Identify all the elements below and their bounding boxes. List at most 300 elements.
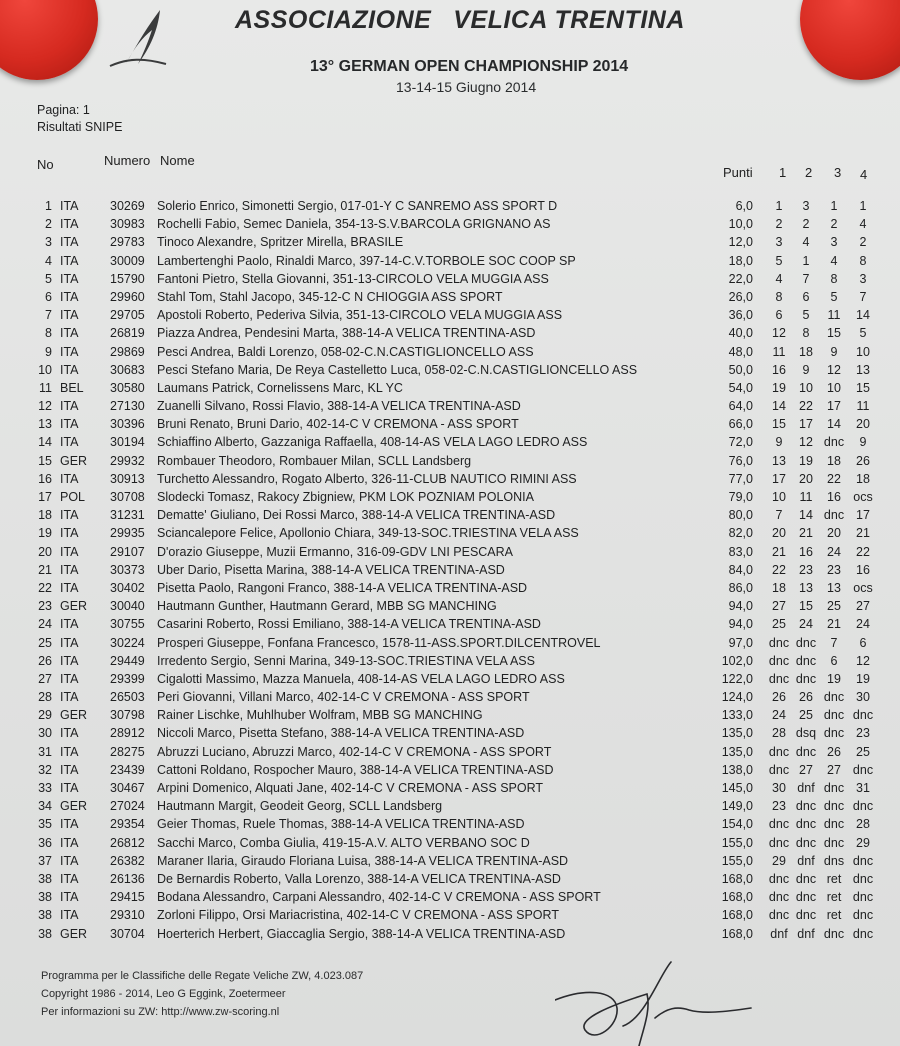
row-race-4-result: dnc [852,908,874,923]
row-race-4-result: 22 [856,544,870,559]
row-sail-number: 30798 [110,708,145,723]
row-position: 10 [38,362,52,377]
table-row [0,288,900,306]
row-race-2-result: 26 [799,690,813,705]
table-row [0,670,900,688]
row-position: 38 [38,871,52,886]
row-race-2-result: 3 [802,199,810,213]
table-row [0,397,900,415]
row-race-1-result: 18 [772,580,786,595]
row-sail-number: 30396 [110,417,145,432]
table-row [0,597,900,615]
row-race-3-result: 26 [827,744,841,759]
row-nation: ITA [60,399,79,414]
table-row [0,306,900,324]
row-race-4-result: 2 [859,235,867,250]
row-points: 149,0 [721,799,753,814]
row-nation: ITA [60,635,79,650]
row-points: 94,0 [728,599,753,614]
row-race-2-result: dnc [795,871,817,886]
table-row [0,688,900,706]
row-race-1-result: 25 [772,617,786,632]
row-race-1-result: 24 [772,708,786,723]
row-race-1-result: 19 [772,380,786,395]
row-crew-club: Slodecki Tomasz, Rakocy Zbigniew, PKM LOK POZNIAM POLONIA [157,490,534,504]
row-crew-club: Pisetta Paolo, Rangoni Franco, 388-14-A VELICA TRENTINA-ASD [157,580,528,595]
row-race-3-result: dnc [823,508,845,523]
row-points: 168,0 [721,871,753,886]
row-sail-number: 30580 [110,380,145,395]
row-position: 17 [38,490,52,504]
row-race-1-result: 27 [772,599,786,614]
row-points: 64,0 [728,399,753,414]
results-class: Risultati SNIPE [37,120,123,134]
row-race-2-result: dnc [795,835,817,850]
row-race-4-result: 3 [859,271,867,286]
table-row [0,815,900,833]
row-race-2-result: 15 [799,599,813,614]
row-position: 23 [38,599,52,614]
row-race-1-result: 6 [775,308,783,323]
row-nation: ITA [60,289,79,304]
row-points: 10,0 [728,217,753,232]
row-race-1-result: 9 [775,435,783,450]
column-header-numero: Numero [104,153,151,168]
row-points: 122,0 [721,671,753,686]
row-position: 18 [38,508,52,523]
row-sail-number: 29107 [110,544,145,559]
row-sail-number: 30009 [110,253,145,268]
row-crew-club: Bodana Alessandro, Carpani Alessandro, 402-14-C V CREMONA - ASS SPORT [157,890,601,905]
row-position: 2 [45,217,52,232]
row-race-4-result: 19 [856,671,870,686]
table-row [0,379,900,397]
table-row [0,834,900,852]
row-race-2-result: dnc [795,671,817,686]
row-points: 168,0 [721,908,753,923]
row-race-4-result: 20 [856,417,870,432]
row-nation: ITA [60,308,79,323]
row-race-1-result: 30 [772,781,786,795]
row-points: 124,0 [721,690,753,705]
row-crew-club: Arpini Domenico, Alquati Jane, 402-14-C V CREMONA - ASS SPORT [157,781,544,795]
row-nation: ITA [60,617,79,632]
row-points: 77,0 [728,471,753,486]
row-race-4-result: 8 [859,253,867,268]
row-race-2-result: 21 [799,526,813,541]
row-sail-number: 30269 [110,199,145,213]
table-row [0,524,900,542]
row-points: 155,0 [721,853,753,868]
row-nation: ITA [60,835,79,850]
row-race-4-result: 23 [856,726,870,741]
table-row [0,888,900,906]
row-race-3-result: ret [826,908,842,923]
row-crew-club: Sacchi Marco, Comba Giulia, 419-15-A.V. ALTO VERBANO SOC D [157,835,530,850]
row-crew-club: Pesci Stefano Maria, De Reya Castelletto Luca, 058-02-C.N.CASTIGLIONCELLO ASS [157,362,638,377]
row-crew-club: Rainer Lischke, Muhlhuber Wolfram, MBB SG MANCHING [157,708,483,723]
table-row [0,343,900,361]
table-row [0,870,900,888]
row-race-2-result: 20 [799,471,813,486]
row-race-3-result: 11 [827,308,841,323]
row-sail-number: 30708 [110,490,145,504]
row-position: 3 [45,235,52,250]
row-crew-club: Abruzzi Luciano, Abruzzi Marco, 402-14-C V CREMONA - ASS SPORT [157,744,552,759]
row-position: 7 [45,308,52,323]
row-crew-club: Cattoni Roldano, Rospocher Mauro, 388-14-A VELICA TRENTINA-ASD [157,762,554,777]
table-row [0,543,900,561]
row-race-1-result: 23 [772,799,786,814]
row-nation: ITA [60,235,79,250]
row-position: 1 [45,199,52,213]
row-points: 18,0 [728,253,753,268]
row-position: 4 [45,253,52,268]
row-nation: ITA [60,253,79,268]
row-position: 6 [45,289,52,304]
row-race-3-result: dnc [823,835,845,850]
row-race-1-result: dnc [768,908,790,923]
row-crew-club: Lambertenghi Paolo, Rinaldi Marco, 397-14-C.V.TORBOLE SOC COOP SP [157,253,576,268]
row-points: 135,0 [721,744,753,759]
row-race-2-result: 5 [802,308,810,323]
row-nation: ITA [60,417,79,432]
results-table [0,197,900,943]
table-row [0,615,900,633]
row-nation: GER [60,599,88,614]
row-race-3-result: 20 [827,526,841,541]
row-crew-club: Hoerterich Herbert, Giaccaglia Sergio, 388-14-A VELICA TRENTINA-ASD [157,926,566,941]
row-sail-number: 29399 [110,671,145,686]
row-crew-club: Irredento Sergio, Senni Marina, 349-13-SOC.TRIESTINA VELA ASS [157,653,535,668]
row-race-3-result: dns [823,853,845,868]
row-race-1-result: 11 [772,344,786,359]
row-nation: GER [60,926,88,941]
footer-info: Per informazioni su ZW: http://www.zw-scoring.nl [41,1006,280,1018]
row-crew-club: Fantoni Pietro, Stella Giovanni, 351-13-CIRCOLO VELA MUGGIA ASS [157,271,549,286]
row-race-3-result: 12 [827,362,841,377]
row-position: 38 [38,908,52,923]
row-nation: ITA [60,544,79,559]
row-race-1-result: dnc [768,762,790,777]
association-title [235,6,685,35]
row-crew-club: Hautmann Margit, Geodeit Georg, SCLL Landsberg [157,799,443,814]
row-position: 21 [38,562,52,577]
table-row [0,779,900,797]
row-position: 38 [38,926,52,941]
table-row [0,506,900,524]
row-points: 168,0 [721,926,753,941]
row-position: 37 [38,853,52,868]
table-row [0,488,900,506]
row-points: 133,0 [721,708,753,723]
row-race-3-result: 24 [827,544,841,559]
row-nation: ITA [60,326,79,341]
row-sail-number: 30683 [110,362,145,377]
row-sail-number: 29869 [110,344,145,359]
row-race-3-result: 1 [830,199,838,213]
row-crew-club: Rochelli Fabio, Semec Daniela, 354-13-S.V.BARCOLA GRIGNANO AS [157,217,551,232]
row-race-2-result: 19 [799,453,813,468]
row-position: 8 [45,326,52,341]
row-nation: ITA [60,726,79,741]
row-sail-number: 30704 [110,926,145,941]
table-row [0,579,900,597]
column-header-race-2: 2 [805,165,813,180]
row-nation: ITA [60,344,79,359]
row-nation: ITA [60,217,79,232]
row-race-2-result: dnc [795,799,817,814]
row-race-2-result: 1 [802,253,810,268]
row-race-4-result: 29 [856,835,870,850]
row-nation: ITA [60,817,79,832]
row-race-3-result: dnc [823,799,845,814]
row-crew-club: Uber Dario, Pisetta Marina, 388-14-A VELICA TRENTINA-ASD [157,562,505,577]
table-row [0,270,900,288]
row-race-4-result: dnc [852,708,874,723]
column-header-race-1: 1 [779,165,787,180]
row-race-2-result: 18 [799,344,813,359]
row-points: 36,0 [728,308,753,323]
row-race-2-result: 7 [802,271,810,286]
row-race-2-result: 2 [802,217,810,232]
row-crew-club: Laumans Patrick, Cornelissens Marc, KL YC [157,380,403,395]
row-points: 54,0 [728,380,753,395]
table-row [0,852,900,870]
row-crew-club: D'orazio Giuseppe, Muzii Ermanno, 316-09-GDV LNI PESCARA [157,544,514,559]
row-race-3-result: dnc [823,781,845,795]
row-position: 5 [45,271,52,286]
association-title-word1: ASSOCIAZIONE [235,6,432,34]
row-position: 19 [38,526,52,541]
row-points: 102,0 [721,653,753,668]
row-sail-number: 29960 [110,289,145,304]
row-race-4-result: 17 [856,508,870,523]
row-race-4-result: 21 [856,526,870,541]
row-points: 22,0 [728,271,753,286]
row-sail-number: 15790 [110,271,145,286]
row-sail-number: 30402 [110,580,145,595]
row-race-3-result: 4 [830,253,838,268]
table-row [0,252,900,270]
row-race-4-result: 31 [856,781,870,795]
row-race-2-result: 14 [799,508,813,523]
row-race-4-result: 28 [856,817,870,832]
row-race-2-result: 12 [799,435,813,450]
row-race-3-result: 17 [827,399,841,414]
row-race-3-result: 14 [827,417,841,432]
row-race-1-result: 4 [775,271,783,286]
row-points: 6,0 [735,199,753,213]
row-sail-number: 26819 [110,326,145,341]
row-position: 38 [38,890,52,905]
table-row [0,906,900,924]
row-sail-number: 30373 [110,562,145,577]
row-sail-number: 31231 [110,508,145,523]
row-crew-club: Niccoli Marco, Pisetta Stefano, 388-14-A VELICA TRENTINA-ASD [157,726,525,741]
row-position: 25 [38,635,52,650]
row-points: 97,0 [728,635,753,650]
association-title-word2: VELICA TRENTINA [453,6,685,34]
table-row [0,761,900,779]
row-sail-number: 30983 [110,217,145,232]
row-race-3-result: 13 [827,580,841,595]
row-crew-club: Apostoli Roberto, Pederiva Silvia, 351-13-CIRCOLO VELA MUGGIA ASS [157,308,563,323]
row-race-2-result: 17 [799,417,813,432]
row-points: 135,0 [721,726,753,741]
row-crew-club: Solerio Enrico, Simonetti Sergio, 017-01-Y C SANREMO ASS SPORT D [157,199,558,213]
row-race-2-result: 10 [799,380,813,395]
row-race-1-result: dnc [768,744,790,759]
row-race-4-result: 11 [856,399,870,414]
row-nation: ITA [60,690,79,705]
row-race-2-result: dnc [795,635,817,650]
row-sail-number: 29354 [110,817,145,832]
table-row [0,452,900,470]
row-race-3-result: dnc [823,817,845,832]
row-points: 94,0 [728,617,753,632]
row-crew-club: Pesci Andrea, Baldi Lorenzo, 058-02-C.N.CASTIGLIONCELLO ASS [157,344,534,359]
row-nation: ITA [60,199,79,213]
row-race-1-result: dnc [768,817,790,832]
row-crew-club: Piazza Andrea, Pendesini Marta, 388-14-A VELICA TRENTINA-ASD [157,326,536,341]
row-crew-club: Bruni Renato, Bruni Dario, 402-14-C V CREMONA - ASS SPORT [157,417,519,432]
row-race-4-result: 5 [859,326,867,341]
row-race-1-result: dnc [768,835,790,850]
row-race-1-result: 20 [772,526,786,541]
table-row [0,652,900,670]
row-crew-club: Cigalotti Massimo, Mazza Manuela, 408-14-AS VELA LAGO LEDRO ASS [157,671,565,686]
row-race-4-result: dnc [852,853,874,868]
row-crew-club: Casarini Roberto, Rossi Emiliano, 388-14-A VELICA TRENTINA-ASD [157,617,541,632]
event-dates: 13-14-15 Giugno 2014 [396,79,537,95]
row-nation: ITA [60,653,79,668]
row-race-2-result: dnc [795,817,817,832]
row-race-4-result: 10 [856,344,870,359]
row-race-3-result: dnc [823,435,845,450]
row-race-3-result: 7 [830,635,838,650]
row-nation: ITA [60,890,79,905]
table-row [0,724,900,742]
row-points: 50,0 [728,362,753,377]
row-race-1-result: dnc [768,671,790,686]
row-race-1-result: 26 [772,690,786,705]
row-position: 33 [38,781,52,795]
row-points: 145,0 [721,781,753,795]
row-race-3-result: 3 [830,235,838,250]
row-race-4-result: ocs [853,580,873,595]
row-race-4-result: 30 [856,690,870,705]
row-race-4-result: 24 [856,617,870,632]
row-sail-number: 27024 [110,799,145,814]
row-race-1-result: 3 [775,235,783,250]
row-position: 26 [38,653,52,668]
row-points: 40,0 [728,326,753,341]
row-sail-number: 26136 [110,871,145,886]
row-position: 11 [39,380,52,395]
row-race-4-result: 26 [856,453,870,468]
row-position: 32 [38,762,52,777]
row-race-3-result: 27 [827,762,841,777]
row-sail-number: 29932 [110,453,145,468]
row-race-2-result: 16 [799,544,813,559]
row-race-2-result: dsq [795,726,817,741]
table-row [0,706,900,724]
row-race-4-result: dnc [852,799,874,814]
row-race-4-result: 7 [859,289,867,304]
row-race-1-result: 29 [772,853,786,868]
row-race-4-result: 14 [856,308,870,323]
row-race-4-result: dnc [852,926,874,941]
row-race-1-result: 16 [772,362,786,377]
row-points: 86,0 [728,580,753,595]
row-nation: ITA [60,580,79,595]
row-race-2-result: 27 [799,762,813,777]
row-race-2-result: 22 [799,399,813,414]
footer-program: Programma per le Classifiche delle Regate Veliche ZW, 4.023.087 [41,970,364,982]
row-race-3-result: 23 [827,562,841,577]
sail-logo-icon [108,8,168,68]
row-nation: ITA [60,744,79,759]
row-race-2-result: 23 [799,562,813,577]
row-race-1-result: 14 [772,399,786,414]
row-race-4-result: 13 [856,362,870,377]
row-race-1-result: 15 [772,417,786,432]
row-sail-number: 30467 [110,781,145,795]
row-position: 27 [38,671,52,686]
row-race-1-result: 21 [772,544,786,559]
row-race-3-result: ret [826,871,842,886]
row-position: 35 [38,817,52,832]
row-race-4-result: 27 [856,599,870,614]
column-header-punti: Punti [723,165,753,180]
row-crew-club: Schiaffino Alberto, Gazzaniga Raffaella, 408-14-AS VELA LAGO LEDRO ASS [157,435,588,450]
row-points: 84,0 [728,562,753,577]
row-sail-number: 30194 [110,435,145,450]
table-row [0,797,900,815]
table-row [0,361,900,379]
row-nation: GER [60,453,88,468]
row-sail-number: 28275 [110,744,145,759]
row-race-1-result: 1 [775,199,783,213]
row-points: 79,0 [728,490,753,504]
row-race-4-result: 15 [856,380,870,395]
signature-icon [555,960,755,1046]
row-crew-club: Hautmann Gunther, Hautmann Gerard, MBB SG MANCHING [157,599,497,614]
row-position: 13 [38,417,52,432]
row-sail-number: 26382 [110,853,145,868]
row-nation: ITA [60,471,79,486]
row-race-2-result: dnf [797,781,815,795]
championship-title: 13° GERMAN OPEN CHAMPIONSHIP 2014 [310,58,629,75]
row-race-4-result: 4 [859,217,867,232]
row-race-1-result: dnc [768,635,790,650]
row-sail-number: 30755 [110,617,145,632]
row-race-4-result: ocs [853,490,873,504]
row-crew-club: De Bernardis Roberto, Valla Lorenzo, 388-14-A VELICA TRENTINA-ASD [157,871,561,886]
row-race-2-result: dnf [797,853,815,868]
row-points: 66,0 [728,417,753,432]
row-nation: ITA [60,781,79,795]
row-race-2-result: dnf [797,926,815,941]
row-position: 9 [45,344,52,359]
row-points: 82,0 [728,526,753,541]
row-race-4-result: 9 [859,435,867,450]
table-row [0,215,900,233]
row-race-3-result: 25 [827,599,841,614]
row-crew-club: Tinoco Alexandre, Spritzer Mirella, BRASILE [157,235,404,250]
row-nation: ITA [60,671,79,686]
